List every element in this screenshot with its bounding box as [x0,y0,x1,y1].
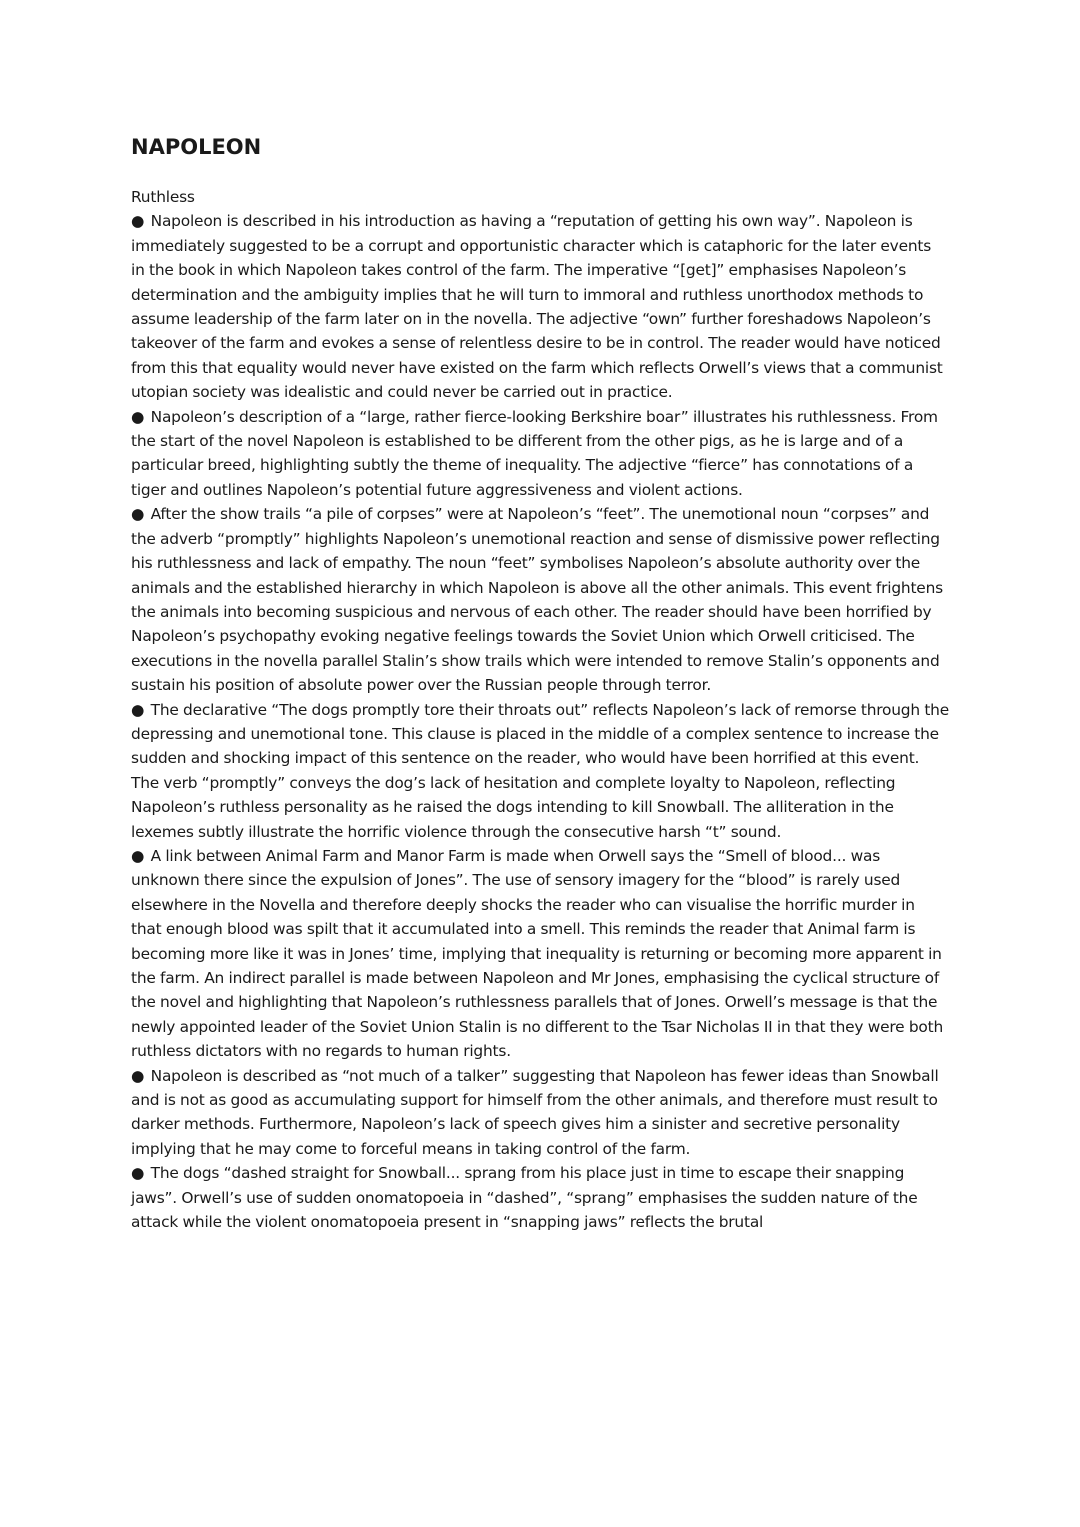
paragraph-text: After the show trails “a pile of corpses” were at Napoleon’s “feet”. The unemotional noun “corpses” and the adverb “promptly” highlights Napoleon’s unemotional reaction and sense of dismissive power reflecting his ruthlessness and lack of empathy. The noun “feet” symbolises Napoleon’s absolute authority over the animals and the established hierarchy in which Napoleon is above all the other animals. This event frightens the animals into becoming suspicious and nervous of each other. The reader should have been horrified by Napoleon’s psychopathy evoking negative feelings towards the Soviet Union which Orwell criticised. The executions in the novella parallel Stalin’s show trails which were intended to remove Stalin’s opponents and sustain his position of absolute power over the Russian people through terror. [131,505,943,695]
bullet-icon: ● [131,407,145,426]
page-title: NAPOLEON [131,135,262,159]
paragraph-text: Napoleon is described in his introduction as having a “reputation of getting his own way”. Napoleon is immediately suggested to be a corrupt and opportunistic character which is cataphoric for the later events in the book in which Napoleon takes control of the farm. The imperative “[get]” emphasises Napoleon’s determination and the ambiguity implies that he will turn to immoral and ruthless unorthodox methods to assume leadership of the farm later on in the novella. The adjective “own” further foreshadows Napoleon’s takeover of the farm and evokes a sense of relentless desire to be in control. The reader would have noticed from this that equality would never have existed on the farm which reflects Orwell’s views that a communist utopian society was idealistic and could never be carried out in practice. [131,212,943,402]
section-subheading: Ruthless [131,188,195,206]
bullet-icon: ● [131,700,145,719]
bullet-paragraph [131,209,949,404]
bullet-paragraph [131,844,949,1064]
bullet-icon: ● [131,846,145,865]
document-body [131,185,949,1234]
bullet-icon: ● [131,505,145,524]
bullet-paragraph [131,698,949,844]
bullet-paragraph [131,502,949,697]
bullet-paragraph [131,405,949,503]
bullet-icon: ● [131,212,145,231]
document-page [131,133,949,1234]
bullet-icon: ● [131,1164,145,1183]
bullet-icon: ● [131,1066,145,1085]
paragraph-text: A link between Animal Farm and Manor Farm is made when Orwell says the “Smell of blood... was unknown there since the expulsion of Jones”. The use of sensory imagery for the “blood” is rarely used elsewhere in the Novella and therefore deeply shocks the reader who can visualise the horrific murder in that enough blood was spilt that it accumulated into a smell. This reminds the reader that Animal farm is becoming more like it was in Jones’ time, implying that inequality is returning or becoming more apparent in the farm. An indirect parallel is made between Napoleon and Mr Jones, emphasising the cyclical structure of the novel and highlighting that Napoleon’s ruthlessness parallels that of Jones. Orwell’s message is that the newly appointed leader of the Soviet Union Stalin is no different to the Tsar Nicholas II in that they were both ruthless dictators with no regards to human rights. [131,846,944,1061]
bullet-paragraph [131,1064,949,1162]
paragraph-text: The dogs “dashed straight for Snowball... sprang from his place just in time to escape their snapping jaws”. Orwell’s use of sudden onomatopoeia in “dashed”, “sprang” emphasises the sudden nature of the attack while the violent onomatopoeia present in “snapping jaws” reflects the brutal [131,1164,918,1232]
paragraph-text: The declarative “The dogs promptly tore their throats out” reflects Napoleon’s lack of remorse through the depressing and unemotional tone. This clause is placed in the middle of a complex sentence to increase the sudden and shocking impact of this sentence on the reader, who would have been horrified at this event. The verb “promptly” conveys the dog’s lack of hesitation and complete loyalty to Napoleon, reflecting Napoleon’s ruthless personality as he raised the dogs intending to kill Snowball. The alliteration in the lexemes subtly illustrate the horrific violence through the consecutive harsh “t” sound. [131,700,949,841]
paragraph-text: Napoleon is described as “not much of a talker” suggesting that Napoleon has fewer ideas than Snowball and is not as good as accumulating support for himself from the other animals, and therefore must result to darker methods. Furthermore, Napoleon’s lack of speech gives him a sinister and secretive personality implying that he may come to forceful means in taking control of the farm. [131,1066,939,1158]
paragraph-text: Napoleon’s description of a “large, rather fierce-looking Berkshire boar” illustrates his ruthlessness. From the start of the novel Napoleon is established to be different from the other pigs, as he is large and of a particular breed, highlighting subtly the theme of inequality. The adjective “fierce” has connotations of a tiger and outlines Napoleon’s potential future aggressiveness and violent actions. [131,407,938,499]
bullet-paragraph [131,1161,949,1234]
